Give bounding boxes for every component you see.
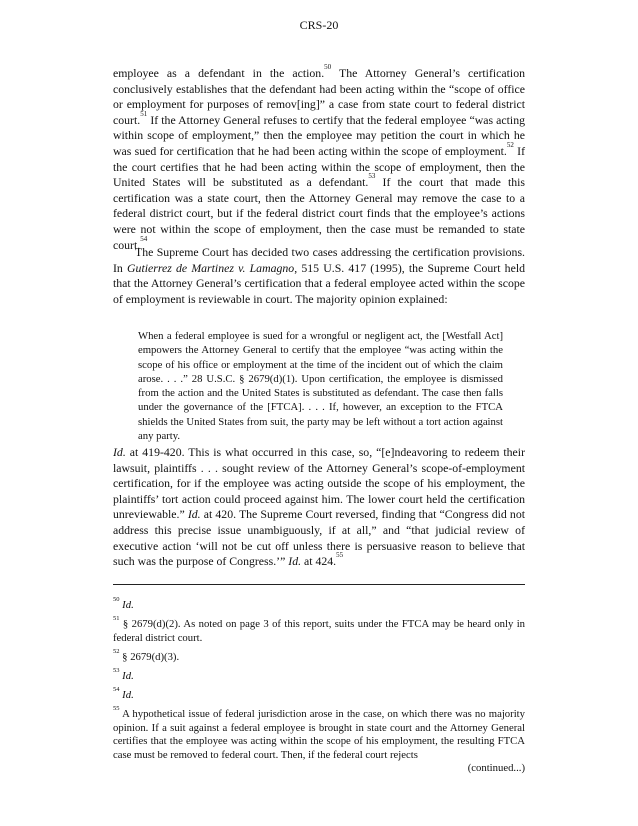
footnote-53 (113, 667, 525, 684)
footnote-ref-55: 55 (336, 551, 344, 560)
footnote-50 (113, 596, 525, 613)
text-run: at 420. The Supreme Court reversed, finding that “Congress did not address this precise issue unambiguously, if at all,” and “that judicial review of executive action ‘will not be cut off unless there is persuasive reason to believe that such was the purpose of Congress.’” (113, 507, 525, 569)
page-header: CRS-20 (299, 18, 339, 32)
footnote-ref-54: 54 (140, 234, 148, 243)
text-run: The Attorney General’s certification conclusively establishes that the defendant had been acting within the “scope of office or employment for purposes of remov[ing]” a case from state court to federal district court. (113, 66, 525, 127)
text-run: at 419-420. This is what occurred in this case, so, “[e]ndeavoring to redeem their lawsuit, plaintiffs . . . sought review of the Attorney General’s scope-of-employment certification, for if the employee was acting outside the scope of his employment, the plaintiffs’ tort action could proceed against him. The lower court held the certification unreviewable.” (113, 445, 525, 522)
footnote-number: 52 (113, 648, 120, 655)
id-citation: Id. (288, 554, 302, 569)
paragraph-2 (113, 245, 525, 307)
case-citation: Gutierrez de Martinez v. Lamagno (127, 260, 295, 275)
footnote-text: A hypothetical issue of federal jurisdiction arose in the case, on which there was no majority opinion. If a suit against a federal employee is brought in state court and the Attorney General certifies that the employee was acting within the scope of his employment, the resulting FTCA case must be removed to federal court. Then, if the federal court rejects (113, 708, 525, 761)
paragraph-2-wrap (113, 245, 525, 307)
footnote-52 (113, 648, 525, 665)
footnote-55 (113, 705, 525, 762)
paragraph-3-wrap (113, 445, 525, 570)
text-run: employee as a defendant in the action. (113, 66, 325, 80)
footnote-text: § 2679(d)(3). (122, 651, 180, 663)
text-run: If the court that made this certification was a state court, then the Attorney General may remove the case to a federal district court, but if the federal district court finds that the employee’s actions were not within the scope of employment, then the case must be remanded to state court. (113, 175, 526, 252)
text-run: at 424. (301, 554, 337, 569)
footnote-ref-51: 51 (140, 109, 148, 118)
block-quote-wrap (138, 329, 503, 443)
paragraph-3 (113, 445, 525, 570)
main-text (113, 63, 526, 253)
footnote-text: Id. (122, 599, 134, 611)
footnote-number: 53 (113, 667, 120, 674)
footnote-51 (113, 615, 526, 645)
text-run: , 515 U.S. 417 (1995), the Supreme Court held that the Attorney General’s certification that a federal employee acted within the scope of employment is reviewable in court. The majority opinion explained: (113, 260, 525, 306)
block-quote: When a federal employee is sued for a wrongful or negligent act, the [Westfall Act] empowers the Attorney General to certify that the employee “was acting within the scope of his office or employment at the time of the incident out of which the claim arose. . . .” 28 U.S.C. § 2679(d)(1). Upon certification, the employee is dismissed from the action and the United States is substituted as defendant. The case then falls under the governance of the [FTCA]. . . . If, however, an exception to the FTCA shields the United States from suit, the party may be left without a tort action against any party. (138, 330, 503, 443)
footnote-ref-52: 52 (506, 140, 514, 149)
footnote-number: 55 (113, 705, 120, 712)
footnote-54 (113, 686, 525, 703)
id-citation: Id. (187, 507, 201, 522)
footnote-number: 51 (113, 615, 120, 622)
text-run: If the court certifies that he had been acting within the scope of employment, then the United States will be substituted as a defendant. (113, 143, 525, 190)
id-citation: Id. (113, 445, 126, 459)
paragraph-1 (113, 63, 526, 253)
footnote-text: Id. (122, 689, 134, 701)
text-run: If the Attorney General refuses to certify that the federal employee “was acting within scope of employment,” then the employee may petition the court in which he was sued for certification that he had been acting within the scope of employment. (113, 112, 525, 158)
footnote-divider (113, 584, 525, 585)
footnote-text: Id. (122, 670, 134, 682)
footnote-ref-53: 53 (368, 172, 376, 181)
text-run: The Supreme Court has decided two cases addressing the certification provisions. In (113, 245, 525, 275)
footnote-number: 54 (113, 686, 120, 693)
continued-marker: (continued...) (467, 762, 525, 774)
footnote-text: § 2679(d)(2). As noted on page 3 of this report, suits under the FTCA may be heard only in federal district court. (113, 618, 526, 644)
footnote-number: 50 (113, 596, 120, 603)
footnote-ref-50: 50 (324, 63, 332, 71)
